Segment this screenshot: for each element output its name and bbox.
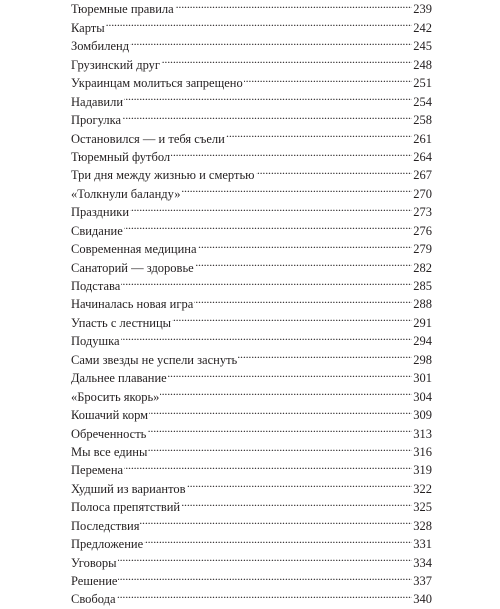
dot-leader (122, 106, 412, 124)
toc-entry-page: 273 (413, 205, 432, 220)
dot-leader (187, 474, 413, 492)
toc-entry-title: Тюремный футбол (71, 149, 171, 164)
dot-leader (118, 548, 413, 566)
table-of-contents (71, 0, 432, 607)
toc-entry-title: Последствия (71, 518, 140, 533)
toc-entry-page: 258 (413, 113, 432, 128)
toc-entry (71, 124, 432, 146)
toc-entry (71, 32, 432, 54)
toc-entry-page: 309 (413, 408, 432, 423)
toc-entry-page: 334 (413, 555, 432, 570)
dot-leader (160, 382, 412, 400)
dot-leader (124, 216, 412, 234)
toc-entry-title: Сами звезды не успели заснуть (71, 352, 238, 367)
toc-entry-title: «Толкнули баланду» (71, 186, 181, 201)
toc-entry-title: Полоса препятствий (71, 500, 181, 515)
toc-entry-page: 301 (413, 371, 432, 386)
toc-entry-page: 245 (413, 39, 432, 54)
toc-entry-page: 264 (413, 149, 432, 164)
toc-entry-page: 248 (413, 57, 432, 72)
toc-entry-page: 316 (413, 444, 432, 459)
toc-entry (71, 474, 432, 496)
toc-entry-title: Свидание (71, 223, 123, 238)
dot-leader (130, 198, 412, 216)
toc-entry (71, 327, 432, 349)
dot-leader (117, 585, 413, 603)
dot-leader (118, 567, 412, 585)
toc-entry-page: 319 (413, 463, 432, 478)
toc-entry-title: Упасть с лестницы (71, 315, 172, 330)
dot-leader (171, 143, 412, 161)
toc-entry-title: Надавили (71, 94, 124, 109)
toc-entry-page: 251 (413, 76, 432, 91)
toc-entry (71, 456, 432, 478)
toc-entry-title: Прогулка (71, 113, 122, 128)
toc-entry-page: 270 (413, 186, 432, 201)
toc-entry-title: Начиналась новая игра (71, 297, 194, 312)
toc-entry-title: Обреченность (71, 426, 147, 441)
dot-leader (195, 253, 413, 271)
toc-entry-title: Дальнее плавание (71, 371, 167, 386)
toc-entry-page: 325 (413, 500, 432, 515)
toc-entry (71, 0, 432, 17)
dot-leader (198, 235, 413, 253)
toc-entry-title: Тюремные правила (71, 2, 174, 17)
dot-leader (124, 456, 412, 474)
toc-entry-page: 331 (413, 537, 432, 552)
toc-entry-page: 242 (413, 20, 432, 35)
toc-entry-page: 340 (413, 592, 432, 607)
toc-entry-page: 304 (413, 389, 432, 404)
toc-entry (71, 235, 432, 257)
toc-entry-page: 279 (413, 242, 432, 257)
dot-leader (175, 0, 413, 13)
dot-leader (148, 438, 412, 456)
toc-entry-title: «Бросить якорь» (71, 389, 160, 404)
dot-leader (172, 308, 412, 326)
dot-leader (144, 530, 412, 548)
toc-entry-page: 337 (413, 574, 432, 588)
dot-leader (244, 69, 413, 87)
toc-entry-page: 328 (413, 518, 432, 533)
toc-entry-page: 291 (413, 315, 432, 330)
dot-leader (181, 179, 412, 197)
dot-leader (130, 32, 412, 50)
toc-entry (71, 272, 432, 293)
toc-entry-page: 294 (413, 334, 432, 349)
dot-leader (149, 401, 412, 419)
dot-leader (256, 161, 413, 179)
dot-leader (161, 50, 412, 68)
toc-entry-title: Зомбиленд (71, 39, 130, 54)
toc-entry-title: Подстава (71, 279, 121, 293)
toc-entry (71, 345, 432, 367)
toc-entry-page: 254 (413, 94, 432, 109)
toc-entry-page: 276 (413, 223, 432, 238)
toc-entry-title: Подушка (71, 334, 120, 349)
toc-entry-title: Современная медицина (71, 242, 197, 257)
toc-entry-title: Украинцам молиться запрещено (71, 76, 243, 91)
toc-entry-page: 313 (413, 426, 432, 441)
toc-entry-page: 239 (413, 2, 432, 17)
toc-entry-title: Худший из вариантов (71, 481, 186, 496)
dot-leader (121, 327, 413, 345)
toc-entry-title: Предложение (71, 537, 144, 552)
toc-entry-title: Мы все едины (71, 444, 148, 459)
toc-entry-title: Грузинский друг (71, 57, 161, 72)
toc-entry-page: 322 (413, 481, 432, 496)
toc-entry-page: 298 (413, 352, 432, 367)
toc-entry-title: Праздники (71, 205, 130, 220)
toc-entry-title: Решение (71, 574, 118, 588)
dot-leader (238, 345, 412, 363)
toc-entry (71, 567, 432, 588)
dot-leader (168, 364, 413, 382)
toc-entry-title: Остановился — и тебя съели (71, 131, 225, 146)
toc-entry-page: 261 (413, 131, 432, 146)
toc-entry-page: 282 (413, 260, 432, 275)
toc-entry-title: Санаторий — здоровье (71, 260, 194, 275)
toc-entry (71, 585, 432, 607)
toc-entry (71, 290, 432, 312)
toc-entry-page: 267 (413, 168, 432, 183)
toc-entry-title: Три дня между жизнью и смертью (71, 168, 255, 183)
dot-leader (181, 493, 412, 511)
toc-entry-title: Уговоры (71, 555, 117, 570)
toc-entry-title: Карты (71, 20, 105, 35)
toc-entry (71, 106, 432, 128)
dot-leader (147, 419, 412, 437)
dot-leader (121, 272, 412, 290)
dot-leader (140, 511, 412, 529)
toc-entry-title: Кошачий корм (71, 408, 149, 423)
toc-entry-page: 285 (413, 279, 432, 293)
toc-entry (71, 548, 432, 570)
toc-entry-page: 288 (413, 297, 432, 312)
toc-entry (71, 216, 432, 238)
dot-leader (106, 13, 413, 31)
dot-leader (124, 87, 412, 105)
toc-entry-title: Перемена (71, 463, 124, 478)
dot-leader (194, 290, 412, 308)
toc-entry (71, 13, 432, 35)
dot-leader (226, 124, 412, 142)
toc-entry-title: Свобода (71, 592, 116, 607)
toc-entry (71, 87, 432, 109)
